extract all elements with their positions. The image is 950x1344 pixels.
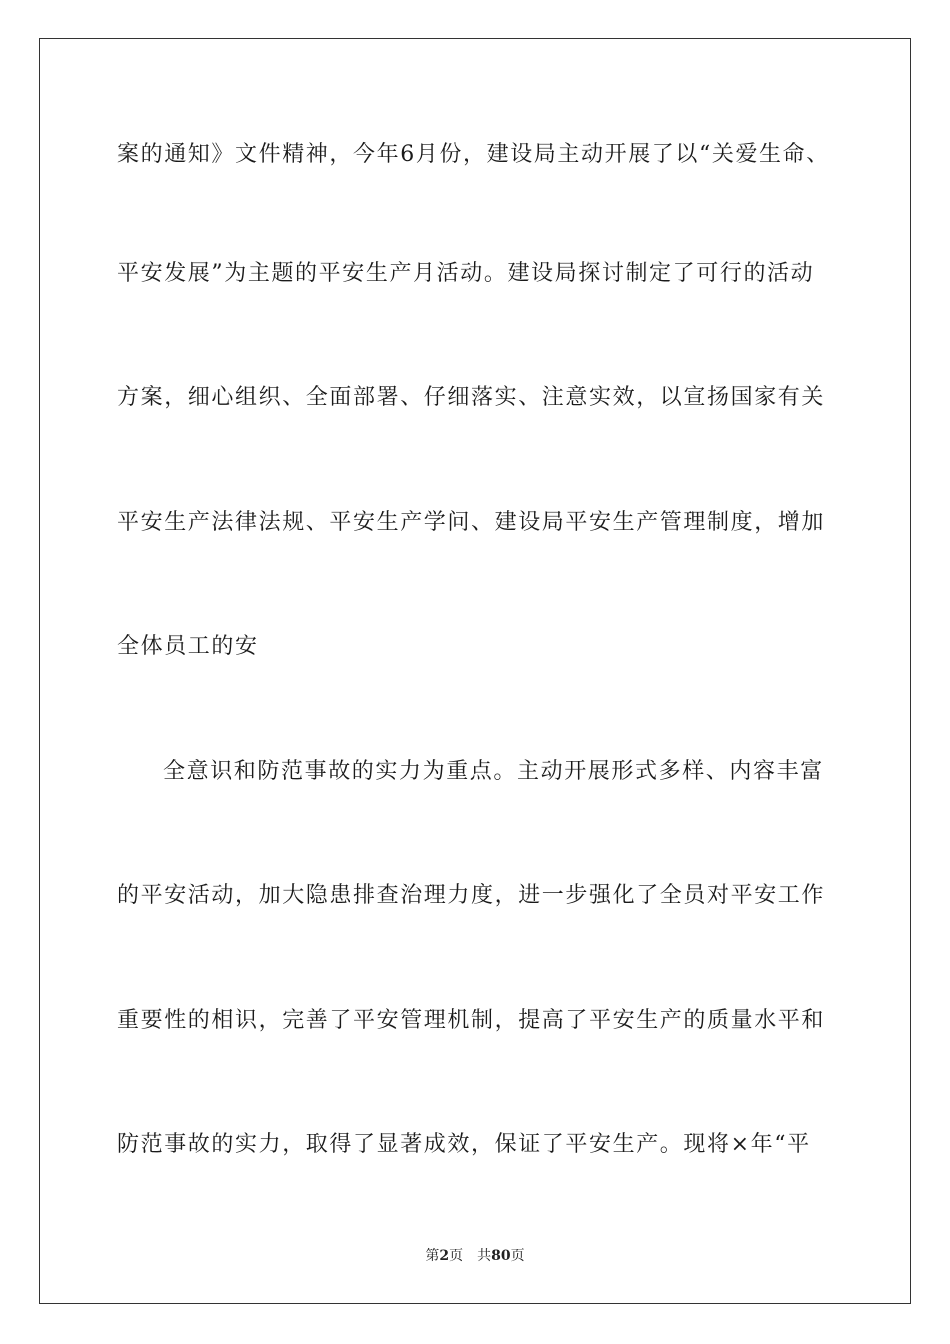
page-footer <box>0 1247 950 1265</box>
body-text-line-5: 全体员工的安 <box>117 634 259 659</box>
body-text-line-3: 方案，细心组织、全面部署、仔细落实、注意实效，以宣扬国家有关 <box>117 385 826 410</box>
total-pages: 80 <box>491 1248 511 1264</box>
page-prefix: 第 <box>425 1248 440 1264</box>
body-text-line-7: 的平安活动，加大隐患排查治理力度，进一步强化了全员对平安工作 <box>117 883 826 908</box>
total-prefix: 共 <box>477 1248 492 1264</box>
page-number: 2 <box>439 1248 450 1264</box>
total-suffix: 页 <box>510 1248 525 1264</box>
body-text-line-4: 平安生产法律法规、平安生产学问、建设局平安生产管理制度，增加 <box>117 510 826 535</box>
body-text-line-9: 防范事故的实力，取得了显著成效，保证了平安生产。现将×年“平 <box>117 1132 811 1157</box>
page-suffix: 页 <box>449 1248 464 1264</box>
body-text-line-6: 全意识和防范事故的实力为重点。主动开展形式多样、内容丰富 <box>163 759 824 784</box>
body-text-line-8: 重要性的相识，完善了平安管理机制，提高了平安生产的质量水平和 <box>117 1008 826 1033</box>
page-frame <box>39 38 911 1304</box>
body-text-line-2: 平安发展”为主题的平安生产月活动。建设局探讨制定了可行的活动 <box>117 261 815 286</box>
body-text-line-1: 案的通知》文件精神，今年6月份，建设局主动开展了以“关爱生命、 <box>117 142 830 167</box>
